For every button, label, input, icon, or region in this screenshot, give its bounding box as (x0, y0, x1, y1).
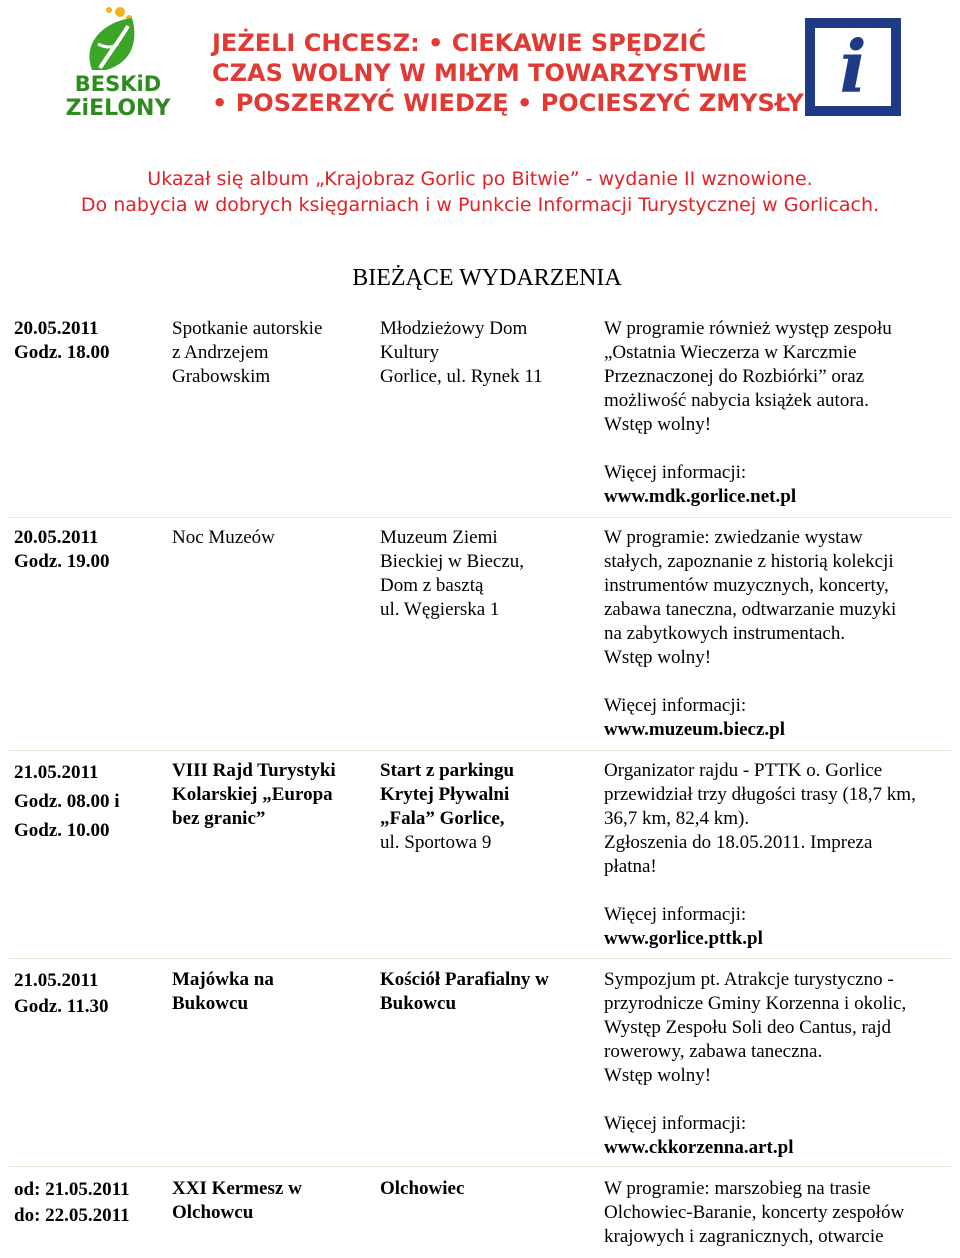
event-url[interactable]: www.mdk.gorlice.net.pl (604, 486, 797, 507)
event-place: Olchowiec (380, 1178, 465, 1199)
event-place: Młodzieżowy Dom Kultury Gorlice, ul. Rynek 11 (380, 318, 543, 387)
event-url[interactable]: www.ckkorzenna.art.pl (604, 1137, 794, 1158)
event-place: Muzeum Ziemi Bieckiej w Bieczu, Dom z basztą ul. Węgierska 1 (380, 527, 525, 620)
event-name: Noc Muzeów (172, 527, 275, 548)
slogan-line: JEŻELI CHCESZ: • CIEKAWIE SPĘDZIĆ (212, 29, 707, 57)
logo-text-beskid: BESKiD (74, 72, 162, 96)
event-description: Sympozjum pt. Atrakcje turystyczno - przyrodnicze Gminy Korzenna i okolic, Występ Zespołu Soli deo Cantus, rajd rowerowy, zabawa taneczna. Wstęp wolny! Więcej informacji: www.ckkorzenna.art.pl (604, 968, 954, 1160)
event-date: 20.05.2011 Godz. 19.00 (14, 527, 110, 572)
event-date: 20.05.2011 Godz. 18.00 (14, 318, 110, 363)
more-info-label: Więcej informacji: (604, 1113, 747, 1134)
event-description: W programie: marszobieg na trasie Olchowiec-Baranie, koncerty zespołów krajowych i zagranicznych, otwarcie (604, 1178, 905, 1247)
tourist-information-icon (805, 18, 901, 116)
event-place: Start z parkingu Krytej Pływalni „Fala” Gorlice, ul. Sportowa 9 (380, 760, 515, 853)
slogan-line: • POSZERZYĆ WIEDZĘ • POCIESZYĆ ZMYSŁY (212, 89, 804, 117)
event-name: XXI Kermesz w Olchowcu (172, 1178, 302, 1223)
row-divider (8, 1166, 952, 1167)
more-info-label: Więcej informacji: (604, 695, 747, 716)
album-notice-line: Do nabycia w dobrych księgarniach i w Punkcie Informacji Turystycznej w Gorlicach. (80, 194, 880, 216)
more-info-label: Więcej informacji: (604, 462, 747, 483)
event-name: Majówka na Bukowcu (172, 969, 274, 1014)
leaf-icon (62, 4, 174, 74)
event-url[interactable]: www.gorlice.pttk.pl (604, 928, 763, 949)
row-divider (8, 750, 952, 751)
section-title: BIEŻĄCE WYDARZENIA (352, 265, 622, 291)
event-description: W programie: zwiedzanie wystaw stałych, zapoznanie z historią kolekcji instrumentów muzycznych, koncerty, zabawa taneczna, odtwarzanie muzyki na zabytkowych instrumentach. Wstęp wolny! Więcej informacji: www.muzeum.biecz.pl (604, 526, 954, 742)
album-notice-line: Ukazał się album „Krajobraz Gorlic po Bitwie” - wydanie II wznowione. (147, 168, 813, 190)
row-divider (8, 517, 952, 518)
event-url[interactable]: www.muzeum.biecz.pl (604, 719, 786, 740)
event-description: W programie również występ zespołu „Ostatnia Wieczerza w Karczmie Przeznaczonej do Rozbiórki” oraz możliwość nabycia książek autora. Wstęp wolny! Więcej informacji: www.mdk.gorlice.net.pl (604, 317, 954, 509)
slogan (212, 28, 804, 118)
event-name: VIII Rajd Turystyki Kolarskiej „Europa bez granic” (172, 760, 336, 829)
info-letter: i (839, 24, 867, 109)
beskid-zielony-logo (62, 4, 174, 122)
event-date: od: 21.05.2011 do: 22.05.2011 (14, 1179, 130, 1226)
slogan-line: CZAS WOLNY W MIŁYM TOWARZYSTWIE (212, 59, 748, 87)
event-date: 21.05.2011 Godz. 08.00 i Godz. 10.00 (14, 762, 120, 841)
event-description: Organizator rajdu - PTTK o. Gorlice przewidział trzy długości trasy (18,7 km, 36,7 km, 82,4 km). Zgłoszenia do 18.05.2011. Impreza płatna! Więcej informacji: www.gorlice.pttk.pl (604, 759, 954, 951)
event-name: Spotkanie autorskie z Andrzejem Grabowskim (172, 318, 323, 387)
logo-text-zielony: ZiELONY (65, 96, 171, 121)
row-divider (8, 958, 952, 959)
event-place: Kościół Parafialny w Bukowcu (380, 969, 549, 1014)
more-info-label: Więcej informacji: (604, 904, 747, 925)
event-date: 21.05.2011 Godz. 11.30 (14, 970, 109, 1017)
